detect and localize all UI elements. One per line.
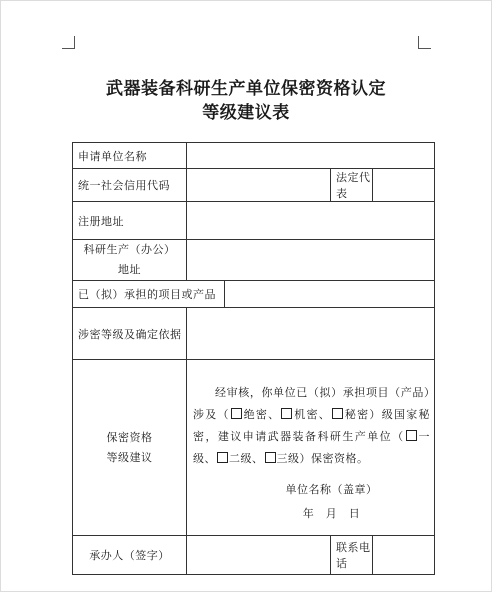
label-credit-code: 统一社会信用代码 (73, 169, 187, 202)
signature-block (193, 478, 430, 526)
legal-rep-field[interactable] (373, 169, 435, 202)
handler-signature-field[interactable] (187, 536, 331, 575)
label-secret-level-basis: 涉密等级及确定依据 (73, 308, 187, 360)
checkbox-level-2[interactable] (217, 452, 228, 463)
review-opinion-text: 经审核，你单位已（拟）承担项目（产品）涉及（ 绝密、 机密、 秘密）级国家秘密，建议申请武器装备科研生产单位（ 一级、 二级、 三级）保密资格。 单位名称（盖章） 年 月 日 (187, 360, 434, 526)
date-label: 年 月 日 (302, 507, 361, 520)
phone-field[interactable] (373, 536, 435, 575)
credit-code-field[interactable] (187, 169, 331, 202)
office-address-field[interactable] (187, 240, 435, 281)
document-title-line2: 等级建议表 (202, 103, 290, 123)
label-handler: 承办人（签字） (73, 536, 187, 575)
label-office-address-line1: 科研生产（办公） (83, 243, 176, 256)
label-registered-address: 注册地址 (73, 202, 187, 240)
label-qualification-suggestion (73, 360, 187, 536)
projects-field[interactable] (225, 281, 435, 308)
crop-mark-top-right (418, 36, 431, 49)
secret-level-basis-field[interactable] (187, 308, 435, 360)
checkbox-level-3[interactable] (265, 452, 276, 463)
checkbox-level-1[interactable] (406, 430, 417, 441)
document-title-line1: 武器装备科研生产单位保密资格认定 (106, 79, 386, 99)
review-opinion-cell (187, 360, 435, 536)
checkbox-secret[interactable] (332, 408, 343, 419)
recommendation-form-table (72, 142, 435, 575)
checkbox-confidential[interactable] (281, 408, 292, 419)
label-legal-rep: 法定代表 (331, 169, 373, 202)
unit-seal-label: 单位名称（盖章） (285, 483, 378, 496)
label-office-address-line2: 地址 (118, 263, 141, 276)
crop-mark-top-left (62, 36, 75, 49)
applicant-name-field[interactable] (187, 143, 435, 169)
label-suggestion-line1: 保密资格 (106, 430, 153, 444)
registered-address-field[interactable] (187, 202, 435, 240)
label-office-address (73, 240, 187, 281)
label-projects: 已（拟）承担的项目或产品 (73, 281, 225, 308)
label-applicant-name: 申请单位名称 (73, 143, 187, 169)
label-phone: 联系电话 (331, 536, 373, 575)
checkbox-top-secret[interactable] (231, 408, 242, 419)
label-suggestion-line2: 等级建议 (106, 450, 153, 464)
